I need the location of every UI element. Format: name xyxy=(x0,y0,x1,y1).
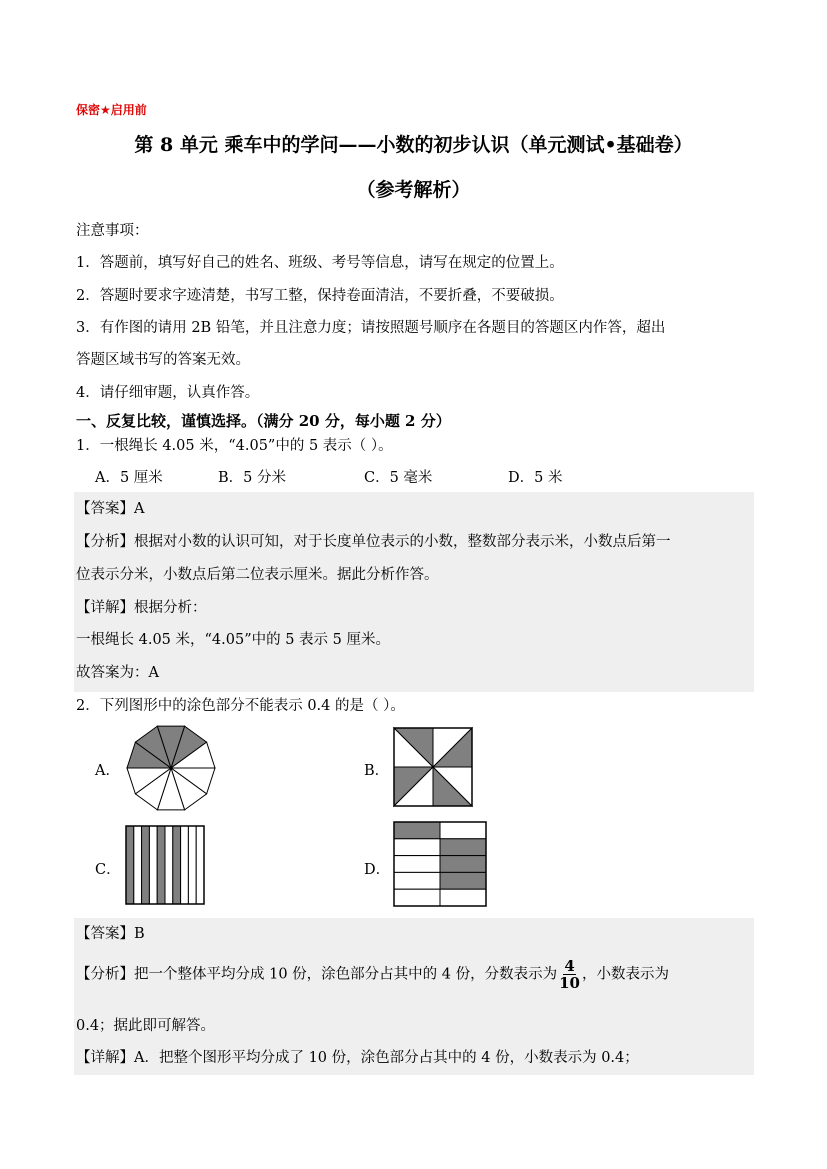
q1-detail: 一根绳长 4.05 米，“4.05”中的 5 表示 5 厘米。 xyxy=(76,632,391,648)
q1-conclusion: 故答案为：A xyxy=(76,665,159,681)
notice-item: 1．答题前，填写好自己的姓名、班级、考号等信息，请写在规定的位置上。 xyxy=(76,255,564,271)
notice-item: 2．答题时要求字迹清楚，书写工整，保持卷面清洁，不要折叠，不要破损。 xyxy=(76,288,564,304)
q2-option-b-label: B． xyxy=(364,763,390,779)
q1-option-c: C．5 毫米 xyxy=(364,470,433,486)
q2-analysis-text: 【分析】把一个整体平均分成 10 份，涂色部分占其中的 4 份，分数表示为 xyxy=(76,966,558,983)
q2-detail: 【详解】A．把整个图形平均分成了 10 份，涂色部分占其中的 4 份，小数表示为 0.4； xyxy=(76,1050,639,1066)
notice-item: 3．有作图的请用 2B 铅笔，并且注意力度；请按照题号顺序在各题目的答题区内作答，超出 xyxy=(76,320,666,336)
q1-option-a: A．5 厘米 xyxy=(95,470,163,486)
square-triangles-figure xyxy=(394,728,472,806)
q1-detail-heading: 【详解】根据分析： xyxy=(76,600,207,616)
q1-answer: 【答案】A xyxy=(76,501,145,517)
q2-option-c-label: C． xyxy=(95,862,121,878)
question-1-stem: 1．一根绳长 4.05 米，“4.05”中的 5 表示（ ）。 xyxy=(76,438,393,454)
grid-figure xyxy=(394,822,486,906)
q2-option-d-label: D． xyxy=(364,862,391,878)
notice-item: 答题区域书写的答案无效。 xyxy=(76,352,250,368)
notice-heading: 注意事项： xyxy=(76,223,149,239)
fraction xyxy=(559,958,580,991)
section-heading: 一、反复比较，谨慎选择。（满分 20 分，每小题 2 分） xyxy=(76,412,451,430)
q2-analysis xyxy=(76,958,669,991)
q1-option-b: B．5 分米 xyxy=(218,470,286,486)
decagon-figure xyxy=(126,723,216,813)
notice-item: 4．请仔细审题，认真作答。 xyxy=(76,385,260,401)
q1-analysis: 位表示分米，小数点后第二位表示厘米。据此分析作答。 xyxy=(76,567,439,583)
fraction-numerator: 4 xyxy=(564,957,575,975)
q2-analysis-text: ，小数表示为 xyxy=(582,966,669,983)
q1-solution-box xyxy=(74,492,754,692)
q2-answer: 【答案】B xyxy=(76,926,145,942)
q2-option-a-label: A． xyxy=(95,763,120,779)
page-subtitle: （参考解析） xyxy=(356,179,471,201)
striped-rectangle-figure xyxy=(126,826,204,904)
q2-analysis: 0.4；据此即可解答。 xyxy=(76,1018,216,1034)
page-title: 第 8 单元 乘车中的学问——小数的初步认识（单元测试•基础卷） xyxy=(134,134,693,156)
q1-analysis: 【分析】根据对小数的认识可知，对于长度单位表示的小数，整数部分表示米，小数点后第一 xyxy=(76,534,671,550)
question-2-stem: 2．下列图形中的涂色部分不能表示 0.4 的是（ ）。 xyxy=(76,698,405,714)
confidential-mark: 保密★启用前 xyxy=(76,103,147,117)
q1-option-d: D．5 米 xyxy=(508,470,563,486)
fraction-denominator: 10 xyxy=(559,974,580,992)
